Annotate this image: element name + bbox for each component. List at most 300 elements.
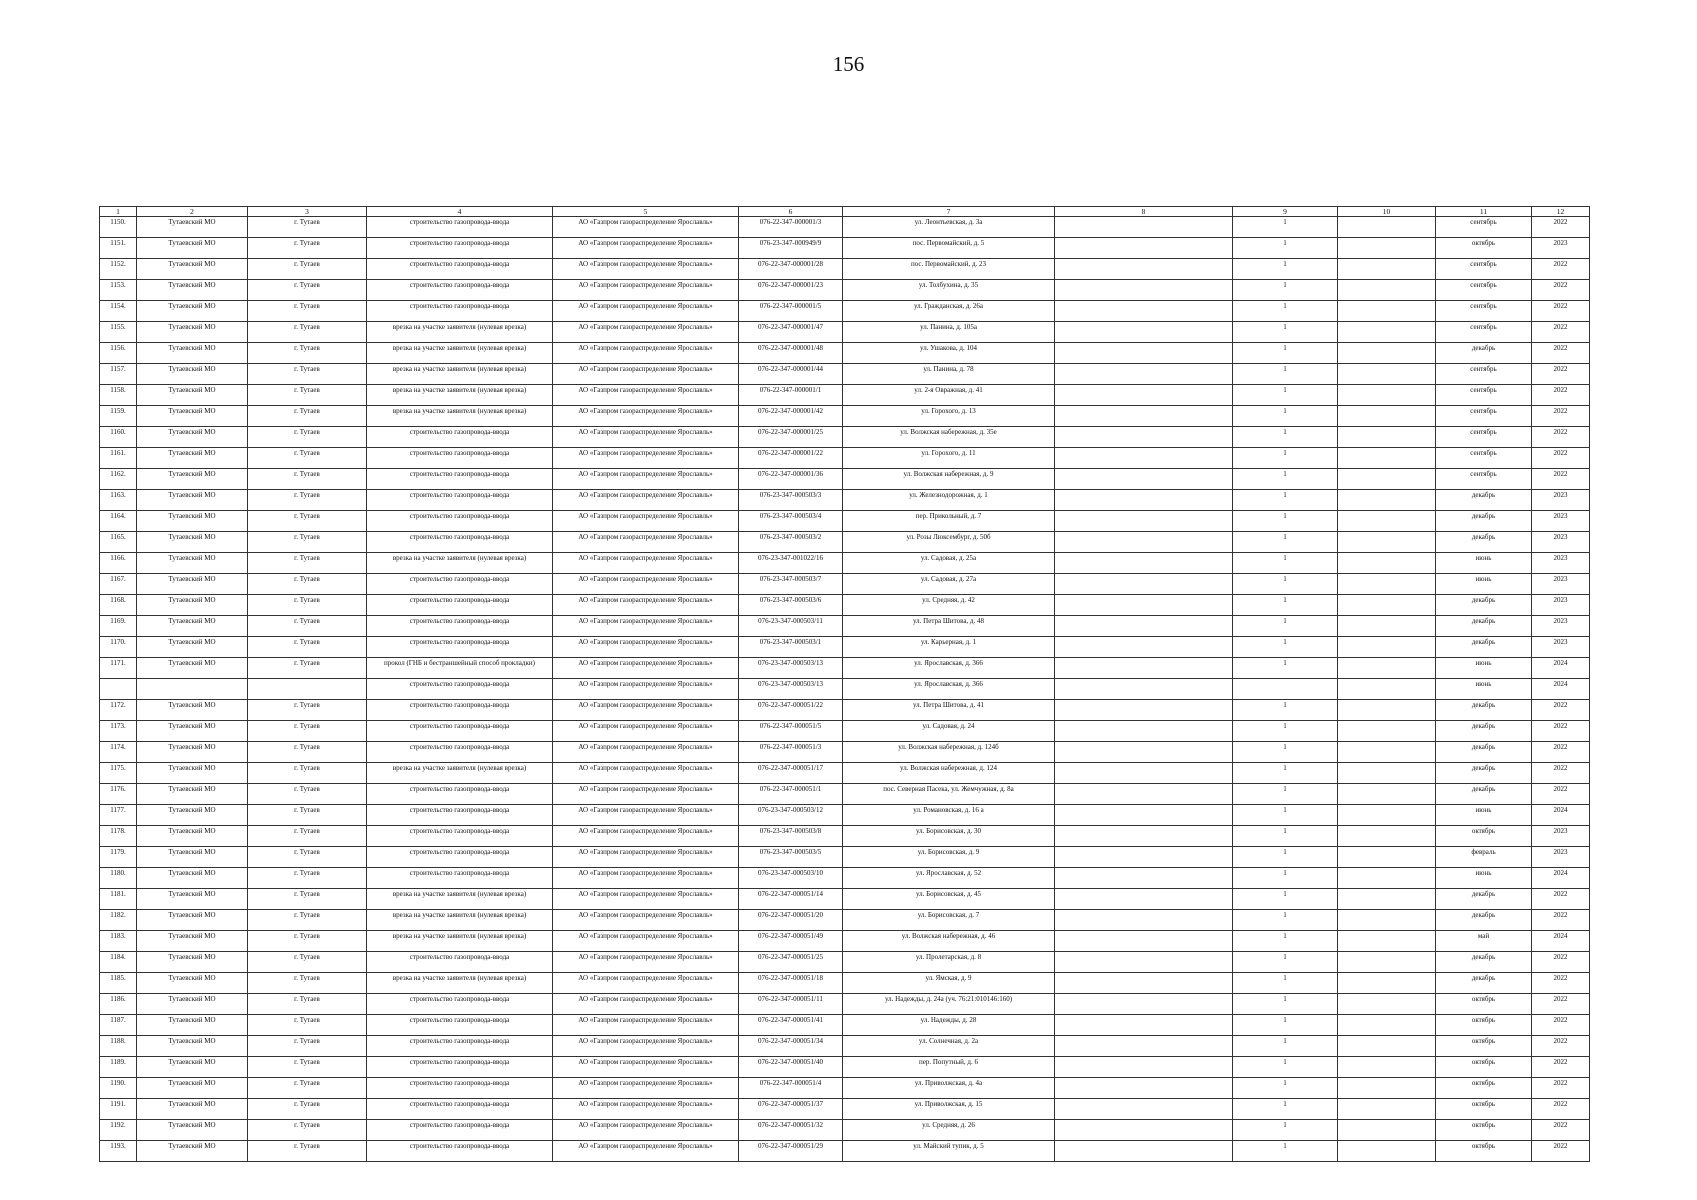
table-cell-code: 076-22-347-000001/42: [739, 406, 843, 427]
table-cell-work: строительство газопровода-ввода: [367, 847, 553, 868]
table-row: [100, 889, 1590, 910]
table-cell-col8: [1055, 553, 1233, 574]
table-row: [100, 532, 1590, 553]
table-cell-year: 2022: [1532, 763, 1590, 784]
table-cell-col8: [1055, 973, 1233, 994]
table-cell-city: г. Тутаев: [248, 406, 367, 427]
table-cell-city: г. Тутаев: [248, 490, 367, 511]
table-cell-code: 076-22-347-000051/14: [739, 889, 843, 910]
table-cell-addr: ул. Ярославская, д. 366: [843, 658, 1055, 679]
table-cell-city: г. Тутаев: [248, 637, 367, 658]
table-cell-col8: [1055, 217, 1233, 238]
table-cell-city: г. Тутаев: [248, 721, 367, 742]
table-cell-work: строительство газопровода-ввода: [367, 595, 553, 616]
table-cell-num: 1172.: [100, 700, 137, 721]
table-cell-year: 2023: [1532, 616, 1590, 637]
table-cell-month: октябрь: [1436, 1015, 1532, 1036]
table-cell-col8: [1055, 406, 1233, 427]
table-cell-code: 076-23-347-000503/11: [739, 616, 843, 637]
table-cell-num: 1152.: [100, 259, 137, 280]
table-cell-work: врезка на участке заявителя (нулевая врезка): [367, 973, 553, 994]
table-cell-addr: ул. Борисовская, д. 30: [843, 826, 1055, 847]
table-cell-year: 2024: [1532, 931, 1590, 952]
table-cell-org: АО «Газпром газораспределение Ярославль»: [553, 259, 739, 280]
table-cell-addr: ул. Садовая, д. 24: [843, 721, 1055, 742]
table-cell-col8: [1055, 343, 1233, 364]
table-cell-work: строительство газопровода-ввода: [367, 280, 553, 301]
table-cell-month: сентябрь: [1436, 469, 1532, 490]
table-cell-month: октябрь: [1436, 1057, 1532, 1078]
table-cell-addr: ул. Приволжская, д. 15: [843, 1099, 1055, 1120]
table-cell-mo: Тутаевский МО: [137, 931, 248, 952]
table-cell-work: строительство газопровода-ввода: [367, 952, 553, 973]
table-cell-num: 1154.: [100, 301, 137, 322]
table-cell-work: строительство газопровода-ввода: [367, 1057, 553, 1078]
table-row: [100, 217, 1590, 238]
table-cell-num: 1171.: [100, 658, 137, 679]
table-cell-city: г. Тутаев: [248, 658, 367, 679]
table-cell-num: 1170.: [100, 637, 137, 658]
page-number: 156: [832, 52, 865, 76]
table-cell-mo: Тутаевский МО: [137, 910, 248, 931]
table-cell-col10: [1338, 364, 1436, 385]
table-cell-work: врезка на участке заявителя (нулевая врезка): [367, 553, 553, 574]
table-cell-col10: [1338, 973, 1436, 994]
table-cell-code: 076-23-347-000503/6: [739, 595, 843, 616]
table-cell-col10: [1338, 805, 1436, 826]
column-header-8: 8: [1055, 207, 1233, 217]
table-cell-num: 1183.: [100, 931, 137, 952]
table-cell-num: 1193.: [100, 1141, 137, 1162]
table-cell-org: АО «Газпром газораспределение Ярославль»: [553, 994, 739, 1015]
table-cell-col10: [1338, 763, 1436, 784]
table-cell-month: декабрь: [1436, 973, 1532, 994]
table-cell-code: 076-22-347-000001/5: [739, 301, 843, 322]
table-cell-month: октябрь: [1436, 994, 1532, 1015]
table-cell-qty: 1: [1233, 427, 1338, 448]
table-cell-col8: [1055, 868, 1233, 889]
table-cell-city: г. Тутаев: [248, 238, 367, 259]
table-cell-code: 076-23-347-000503/8: [739, 826, 843, 847]
table-cell-col10: [1338, 637, 1436, 658]
table-cell-org: АО «Газпром газораспределение Ярославль»: [553, 679, 739, 700]
table-cell-city: г. Тутаев: [248, 322, 367, 343]
table-row: [100, 616, 1590, 637]
table-row: [100, 406, 1590, 427]
table-cell-code: 076-22-347-000051/3: [739, 742, 843, 763]
table-cell-mo: Тутаевский МО: [137, 469, 248, 490]
table-cell-qty: 1: [1233, 364, 1338, 385]
table-cell-org: АО «Газпром газораспределение Ярославль»: [553, 1141, 739, 1162]
table-cell-col10: [1338, 259, 1436, 280]
table-cell-mo: Тутаевский МО: [137, 259, 248, 280]
table-cell-num: 1163.: [100, 490, 137, 511]
table-cell-mo: Тутаевский МО: [137, 1078, 248, 1099]
table-cell-year: 2022: [1532, 1015, 1590, 1036]
table-cell-month: декабрь: [1436, 595, 1532, 616]
table-cell-year: 2022: [1532, 322, 1590, 343]
table-cell-year: 2022: [1532, 784, 1590, 805]
table-cell-work: врезка на участке заявителя (нулевая врезка): [367, 385, 553, 406]
table-row: [100, 1120, 1590, 1141]
table-cell-mo: Тутаевский МО: [137, 721, 248, 742]
table-cell-city: г. Тутаев: [248, 448, 367, 469]
table-cell-addr: пер. Попутный, д. 6: [843, 1057, 1055, 1078]
table-cell-col8: [1055, 364, 1233, 385]
table-cell-code: 076-22-347-000051/37: [739, 1099, 843, 1120]
table-row: [100, 553, 1590, 574]
table-cell-work: строительство газопровода-ввода: [367, 469, 553, 490]
table-cell-col8: [1055, 259, 1233, 280]
table-cell-month: сентябрь: [1436, 280, 1532, 301]
table-cell-work: строительство газопровода-ввода: [367, 805, 553, 826]
table-cell-qty: 1: [1233, 448, 1338, 469]
table-cell-qty: 1: [1233, 532, 1338, 553]
table-cell-qty: 1: [1233, 1057, 1338, 1078]
table-cell-col8: [1055, 574, 1233, 595]
table-cell-month: июнь: [1436, 805, 1532, 826]
table-cell-col8: [1055, 679, 1233, 700]
table-cell-org: АО «Газпром газораспределение Ярославль»: [553, 595, 739, 616]
table-cell-year: 2022: [1532, 280, 1590, 301]
table-cell-work: строительство газопровода-ввода: [367, 574, 553, 595]
table-cell-work: строительство газопровода-ввода: [367, 1078, 553, 1099]
table-cell-month: декабрь: [1436, 637, 1532, 658]
table-cell-col10: [1338, 1036, 1436, 1057]
table-cell-code: 076-22-347-000001/1: [739, 385, 843, 406]
table-cell-month: сентябрь: [1436, 427, 1532, 448]
table-cell-city: г. Тутаев: [248, 595, 367, 616]
table-cell-city: г. Тутаев: [248, 574, 367, 595]
table-cell-code: 076-23-347-000503/5: [739, 847, 843, 868]
table-cell-addr: ул. Садовая, д. 25а: [843, 553, 1055, 574]
table-cell-org: АО «Газпром газораспределение Ярославль»: [553, 616, 739, 637]
table-cell-org: АО «Газпром газораспределение Ярославль»: [553, 742, 739, 763]
table-cell-code: 076-23-347-000503/10: [739, 868, 843, 889]
table-cell-work: строительство газопровода-ввода: [367, 490, 553, 511]
table-cell-year: 2023: [1532, 826, 1590, 847]
table-cell-work: врезка на участке заявителя (нулевая врезка): [367, 910, 553, 931]
table-cell-code: 076-22-347-000051/5: [739, 721, 843, 742]
table-cell-year: 2022: [1532, 1120, 1590, 1141]
table-cell-qty: 1: [1233, 301, 1338, 322]
table-cell-col8: [1055, 910, 1233, 931]
table-cell-org: АО «Газпром газораспределение Ярославль»: [553, 448, 739, 469]
table-cell-mo: Тутаевский МО: [137, 1057, 248, 1078]
table-cell-addr: ул. Майский тупик, д. 5: [843, 1141, 1055, 1162]
table-cell-col10: [1338, 1099, 1436, 1120]
table-cell-code: 076-22-347-000051/41: [739, 1015, 843, 1036]
table-cell-mo: Тутаевский МО: [137, 847, 248, 868]
table-cell-code: 076-22-347-000001/48: [739, 343, 843, 364]
table-row: [100, 490, 1590, 511]
table-cell-month: октябрь: [1436, 238, 1532, 259]
table-cell-mo: Тутаевский МО: [137, 994, 248, 1015]
table-cell-city: г. Тутаев: [248, 1120, 367, 1141]
table-cell-qty: 1: [1233, 553, 1338, 574]
table-cell-year: 2022: [1532, 1057, 1590, 1078]
table-row: [100, 1099, 1590, 1120]
table-cell-work: строительство газопровода-ввода: [367, 784, 553, 805]
table-cell-city: г. Тутаев: [248, 847, 367, 868]
table-cell-city: г. Тутаев: [248, 763, 367, 784]
table-cell-work: прокол (ГНБ и бестраншейный способ прокладки): [367, 658, 553, 679]
table-cell-col10: [1338, 910, 1436, 931]
table-cell-city: г. Тутаев: [248, 1099, 367, 1120]
table-cell-num: 1165.: [100, 532, 137, 553]
table-cell-city: г. Тутаев: [248, 1036, 367, 1057]
table-cell-mo: Тутаевский МО: [137, 742, 248, 763]
table-row: [100, 469, 1590, 490]
table-cell-mo: Тутаевский МО: [137, 1120, 248, 1141]
table-cell-org: АО «Газпром газораспределение Ярославль»: [553, 238, 739, 259]
table-cell-work: врезка на участке заявителя (нулевая врезка): [367, 931, 553, 952]
table-cell-addr: ул. Панина, д. 105а: [843, 322, 1055, 343]
table-cell-year: 2023: [1532, 574, 1590, 595]
table-cell-num: 1155.: [100, 322, 137, 343]
table-cell-city: г. Тутаев: [248, 469, 367, 490]
table-cell-qty: 1: [1233, 658, 1338, 679]
table-cell-qty: 1: [1233, 931, 1338, 952]
table-cell-org: АО «Газпром газораспределение Ярославль»: [553, 952, 739, 973]
table-cell-month: октябрь: [1436, 826, 1532, 847]
table-row: [100, 1036, 1590, 1057]
table-cell-col10: [1338, 301, 1436, 322]
table-cell-col10: [1338, 280, 1436, 301]
table-cell-addr: ул. Ямская, д. 9: [843, 973, 1055, 994]
table-cell-col8: [1055, 763, 1233, 784]
table-cell-col8: [1055, 511, 1233, 532]
table-cell-year: 2022: [1532, 1036, 1590, 1057]
table-cell-month: июнь: [1436, 658, 1532, 679]
table-cell-work: строительство газопровода-ввода: [367, 721, 553, 742]
table-cell-qty: 1: [1233, 574, 1338, 595]
table-cell-city: г. Тутаев: [248, 742, 367, 763]
table-cell-qty: 1: [1233, 217, 1338, 238]
table-cell-org: АО «Газпром газораспределение Ярославль»: [553, 217, 739, 238]
table-cell-qty: 1: [1233, 1015, 1338, 1036]
table-cell-qty: 1: [1233, 1078, 1338, 1099]
table-cell-col8: [1055, 889, 1233, 910]
table-cell-work: строительство газопровода-ввода: [367, 742, 553, 763]
table-cell-code: 076-22-347-000051/40: [739, 1057, 843, 1078]
table-cell-code: 076-23-347-000503/12: [739, 805, 843, 826]
table-cell-year: 2023: [1532, 595, 1590, 616]
table-cell-col10: [1338, 595, 1436, 616]
table-cell-city: г. Тутаев: [248, 1141, 367, 1162]
table-cell-addr: ул. Железнодорожная, д. 1: [843, 490, 1055, 511]
table-cell-month: декабрь: [1436, 490, 1532, 511]
table-cell-qty: 1: [1233, 343, 1338, 364]
table-cell-num: 1151.: [100, 238, 137, 259]
table-cell-mo: Тутаевский МО: [137, 1015, 248, 1036]
table-cell-addr: ул. Толбухина, д. 35: [843, 280, 1055, 301]
table-cell-col8: [1055, 385, 1233, 406]
table-cell-mo: Тутаевский МО: [137, 973, 248, 994]
table-cell-addr: ул. Средняя, д. 26: [843, 1120, 1055, 1141]
table-row: [100, 1078, 1590, 1099]
table-cell-col10: [1338, 1057, 1436, 1078]
table-cell-month: декабрь: [1436, 952, 1532, 973]
table-cell-month: май: [1436, 931, 1532, 952]
table-cell-year: 2024: [1532, 679, 1590, 700]
table-cell-col10: [1338, 322, 1436, 343]
table-cell-mo: Тутаевский МО: [137, 217, 248, 238]
table-cell-num: 1161.: [100, 448, 137, 469]
table-cell-col8: [1055, 658, 1233, 679]
table-row: [100, 931, 1590, 952]
table-cell-qty: 1: [1233, 490, 1338, 511]
table-row: [100, 868, 1590, 889]
table-cell-year: 2022: [1532, 742, 1590, 763]
table-cell-col10: [1338, 1141, 1436, 1162]
column-header-5: 5: [553, 207, 739, 217]
table-cell-mo: Тутаевский МО: [137, 280, 248, 301]
table-cell-mo: Тутаевский МО: [137, 763, 248, 784]
table-row: [100, 973, 1590, 994]
table-cell-org: АО «Газпром газораспределение Ярославль»: [553, 1078, 739, 1099]
column-header-11: 11: [1436, 207, 1532, 217]
table-cell-mo: Тутаевский МО: [137, 826, 248, 847]
table-row: [100, 847, 1590, 868]
table-cell-col8: [1055, 469, 1233, 490]
table-cell-year: 2022: [1532, 889, 1590, 910]
table-cell-col10: [1338, 1078, 1436, 1099]
table-cell-col10: [1338, 826, 1436, 847]
table-cell-addr: пер. Прикольный, д. 7: [843, 511, 1055, 532]
table-cell-work: строительство газопровода-ввода: [367, 1120, 553, 1141]
table-cell-addr: ул. Волжская набережная, д. 9: [843, 469, 1055, 490]
table-cell-num: 1191.: [100, 1099, 137, 1120]
table-cell-work: строительство газопровода-ввода: [367, 532, 553, 553]
table-cell-work: строительство газопровода-ввода: [367, 301, 553, 322]
table-cell-col10: [1338, 700, 1436, 721]
table-row: [100, 679, 1590, 700]
table-cell-col10: [1338, 952, 1436, 973]
table-row: [100, 427, 1590, 448]
table-cell-code: 076-23-347-000503/3: [739, 490, 843, 511]
table-cell-year: 2023: [1532, 511, 1590, 532]
table-cell-year: 2022: [1532, 427, 1590, 448]
table-cell-qty: 1: [1233, 952, 1338, 973]
table-cell-city: г. Тутаев: [248, 259, 367, 280]
table-cell-num: 1181.: [100, 889, 137, 910]
table-cell-year: 2022: [1532, 973, 1590, 994]
table-cell-year: 2022: [1532, 721, 1590, 742]
table-cell-work: строительство газопровода-ввода: [367, 427, 553, 448]
table-cell-col10: [1338, 532, 1436, 553]
table-cell-city: г. Тутаев: [248, 931, 367, 952]
table-cell-code: 076-22-347-000001/36: [739, 469, 843, 490]
table-cell-code: 076-23-347-000503/4: [739, 511, 843, 532]
table-row: [100, 763, 1590, 784]
table-cell-code: 076-22-347-000051/34: [739, 1036, 843, 1057]
table-cell-org: АО «Газпром газораспределение Ярославль»: [553, 1015, 739, 1036]
table-cell-code: 076-22-347-000001/23: [739, 280, 843, 301]
table-cell-num: 1188.: [100, 1036, 137, 1057]
table-cell-month: декабрь: [1436, 742, 1532, 763]
table-cell-code: 076-22-347-000001/28: [739, 259, 843, 280]
table-cell-col10: [1338, 469, 1436, 490]
table-cell-addr: ул. Волжская набережная, д. 124: [843, 763, 1055, 784]
table-cell-code: 076-23-347-000503/13: [739, 658, 843, 679]
table-cell-col8: [1055, 994, 1233, 1015]
table-cell-qty: 1: [1233, 511, 1338, 532]
table-cell-work: строительство газопровода-ввода: [367, 448, 553, 469]
table-cell-month: декабрь: [1436, 910, 1532, 931]
table-cell-city: г. Тутаев: [248, 385, 367, 406]
table-cell-addr: ул. Средняя, д. 42: [843, 595, 1055, 616]
table-cell-org: АО «Газпром газораспределение Ярославль»: [553, 868, 739, 889]
table-cell-year: 2022: [1532, 1141, 1590, 1162]
table-cell-city: г. Тутаев: [248, 973, 367, 994]
table-cell-mo: Тутаевский МО: [137, 1141, 248, 1162]
table-cell-work: врезка на участке заявителя (нулевая врезка): [367, 322, 553, 343]
table-cell-mo: Тутаевский МО: [137, 658, 248, 679]
table-cell-addr: ул. Пролетарская, д. 8: [843, 952, 1055, 973]
table-cell-col8: [1055, 1057, 1233, 1078]
table-cell-org: АО «Газпром газораспределение Ярославль»: [553, 280, 739, 301]
table-cell-mo: Тутаевский МО: [137, 700, 248, 721]
table-cell-org: АО «Газпром газораспределение Ярославль»: [553, 1099, 739, 1120]
table-cell-city: [248, 679, 367, 700]
table-cell-qty: 1: [1233, 1036, 1338, 1057]
header-row: [100, 207, 1590, 217]
table-cell-month: сентябрь: [1436, 364, 1532, 385]
table-cell-code: 076-22-347-000051/22: [739, 700, 843, 721]
table-row: [100, 280, 1590, 301]
table-cell-num: 1166.: [100, 553, 137, 574]
table-cell-year: 2023: [1532, 238, 1590, 259]
column-header-12: 12: [1532, 207, 1590, 217]
table-cell-city: г. Тутаев: [248, 952, 367, 973]
table-cell-year: 2023: [1532, 490, 1590, 511]
table-cell-year: 2024: [1532, 868, 1590, 889]
table-cell-num: 1162.: [100, 469, 137, 490]
table-cell-work: строительство газопровода-ввода: [367, 1141, 553, 1162]
table-cell-code: 076-22-347-000001/22: [739, 448, 843, 469]
table-cell-work: строительство газопровода-ввода: [367, 868, 553, 889]
table-cell-num: 1173.: [100, 721, 137, 742]
table-cell-num: 1186.: [100, 994, 137, 1015]
table-cell-addr: пос. Первомайский, д. 23: [843, 259, 1055, 280]
table-cell-mo: Тутаевский МО: [137, 448, 248, 469]
table-cell-work: строительство газопровода-ввода: [367, 616, 553, 637]
table-cell-org: АО «Газпром газораспределение Ярославль»: [553, 385, 739, 406]
table-cell-year: 2022: [1532, 217, 1590, 238]
table-row: [100, 826, 1590, 847]
table-cell-qty: 1: [1233, 238, 1338, 259]
table-body: [100, 217, 1590, 1162]
table-cell-col8: [1055, 952, 1233, 973]
table-cell-num: 1182.: [100, 910, 137, 931]
table-cell-year: 2022: [1532, 448, 1590, 469]
table-cell-qty: 1: [1233, 259, 1338, 280]
table-row: [100, 994, 1590, 1015]
table-cell-addr: ул. Леонтьевская, д. 3а: [843, 217, 1055, 238]
table-cell-org: АО «Газпром газораспределение Ярославль»: [553, 1120, 739, 1141]
table-cell-month: сентябрь: [1436, 259, 1532, 280]
table-cell-year: 2022: [1532, 406, 1590, 427]
table-cell-month: июнь: [1436, 679, 1532, 700]
table-cell-col8: [1055, 1099, 1233, 1120]
table-cell-org: АО «Газпром газораспределение Ярославль»: [553, 322, 739, 343]
table-cell-month: июнь: [1436, 553, 1532, 574]
table-cell-month: декабрь: [1436, 532, 1532, 553]
table-cell-addr: ул. Горохого, д. 11: [843, 448, 1055, 469]
table-cell-col8: [1055, 826, 1233, 847]
table-cell-code: 076-23-347-000949/9: [739, 238, 843, 259]
